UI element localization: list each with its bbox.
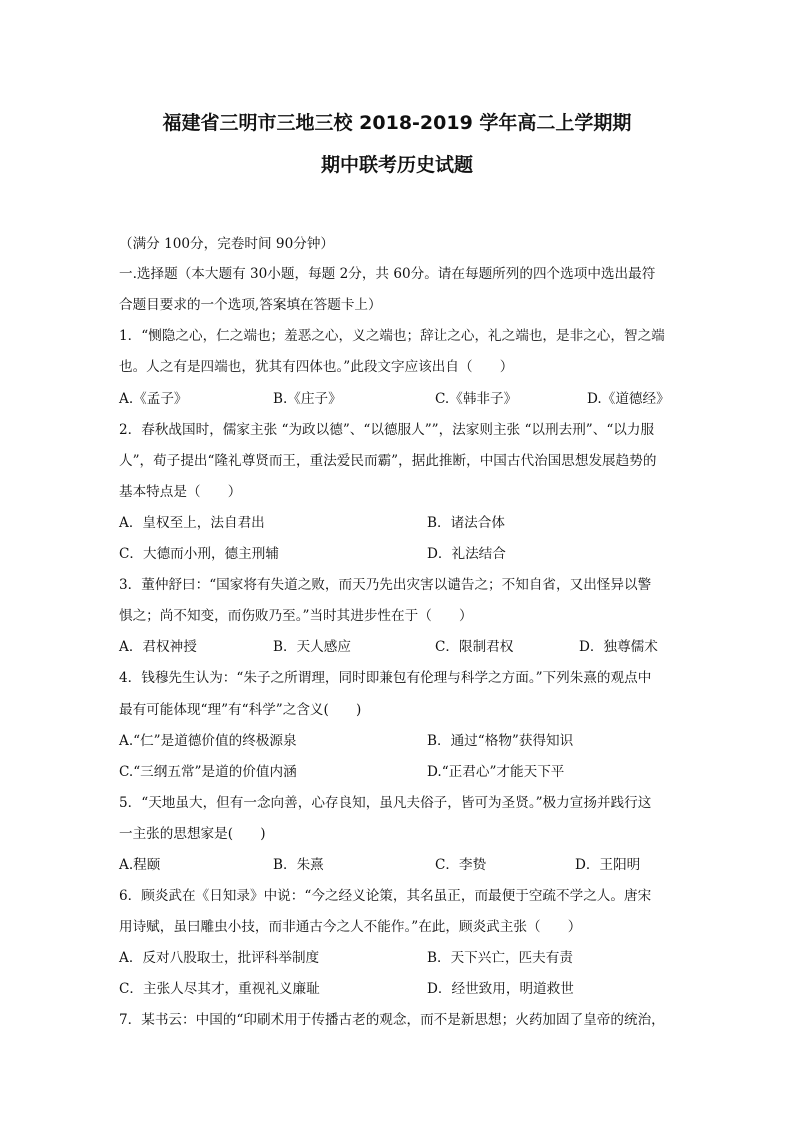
option-a: A.《孟子》 bbox=[119, 391, 188, 407]
option-a: A.程颐 bbox=[119, 857, 161, 873]
option-d: D．王阳明 bbox=[575, 857, 641, 873]
option-c: C．限制君权 bbox=[435, 639, 514, 655]
question-text: 1．“恻隐之心，仁之端也；羞恶之心，义之端也；辞让之心，礼之端也，是非之心，智之端 bbox=[119, 328, 665, 344]
question-text: 用诗赋，虽曰雕虫小技，而非通古今之人不能作。”在此，顾炎武主张（ ） bbox=[119, 919, 582, 935]
question-text: 7．某书云：中国的“印刷术用于传播古老的观念，而不是新思想；火药加固了皇帝的统治， bbox=[119, 1012, 665, 1028]
option-b: B．诸法合体 bbox=[427, 515, 505, 531]
question-text: 一主张的思想家是( ) bbox=[119, 826, 266, 842]
option-b: B.《庄子》 bbox=[273, 391, 342, 407]
section-line-1: 一.选择题（本大题有 30小题，每题 2分，共 60分。请在每题所列的四个选项中选出最符 bbox=[119, 266, 656, 282]
option-d: D.《道德经》 bbox=[587, 391, 670, 407]
option-d: D．独尊儒术 bbox=[579, 639, 658, 655]
option-b: B．天人感应 bbox=[273, 639, 351, 655]
option-c: C.“三纲五常”是道的价值内涵 bbox=[119, 764, 297, 780]
option-d: D．经世致用，明道救世 bbox=[427, 981, 574, 997]
question-text: 2．春秋战国时，儒家主张 “为政以德”、“以德服人””，法家则主张 “以刑去刑”、“以力服 bbox=[119, 422, 655, 438]
option-a: A.“仁”是道德价值的终极源泉 bbox=[119, 733, 297, 749]
option-a: A．君权神授 bbox=[119, 639, 197, 655]
question-text: 最有可能体现“理”有“科学”之含义( ) bbox=[119, 702, 362, 718]
question-text: 3．董仲舒曰：“国家将有失道之败，而天乃先出灾害以谴告之；不知自省，又出怪异以警 bbox=[119, 577, 652, 593]
option-a: A．反对八股取士，批评科举制度 bbox=[119, 950, 320, 966]
question-text: 惧之；尚不知变，而伤败乃至。”当时其进步性在于（ ） bbox=[119, 608, 473, 624]
option-b: B．天下兴亡，匹夫有责 bbox=[427, 950, 573, 966]
option-d: D．礼法结合 bbox=[427, 546, 506, 562]
option-b: B．通过“格物”获得知识 bbox=[427, 733, 574, 749]
option-c: C.《韩非子》 bbox=[435, 391, 518, 407]
option-b: B．朱熹 bbox=[273, 857, 324, 873]
section-line-2: 合题目要求的一个选项,答案填在答题卡上） bbox=[119, 297, 382, 313]
option-d: D.“正君心”才能天下平 bbox=[427, 764, 565, 780]
title-line-2: 期中联考历史试题 bbox=[320, 154, 473, 176]
title-line-1: 福建省三明市三地三校 2018-2019 学年高二上学期期 bbox=[162, 112, 632, 134]
option-c: C．主张人尽其才，重视礼义廉耻 bbox=[119, 981, 320, 997]
option-c: C．大德而小刑，德主刑辅 bbox=[119, 546, 279, 562]
exam-meta: （满分 100分，完卷时间 90分钟） bbox=[119, 236, 335, 252]
question-text: 5．“天地虽大，但有一念向善，心存良知，虽凡夫俗子，皆可为圣贤。”极力宣扬并践行这 bbox=[119, 795, 652, 811]
question-text: 6．顾炎武在《日知录》中说：“今之经义论策，其名虽正，而最便于空疏不学之人。唐宋 bbox=[119, 888, 652, 904]
option-c: C．李贽 bbox=[435, 857, 487, 873]
question-text: 人”，荀子提出“隆礼尊贤而王，重法爱民而霸”，据此推断，中国古代治国思想发展趋势的 bbox=[119, 453, 657, 469]
question-text: 4．钱穆先生认为：“朱子之所谓理，同时即兼包有伦理与科学之方面。”下列朱熹的观点中 bbox=[119, 670, 652, 686]
question-text: 也。人之有是四端也，犹其有四体也。”此段文字应该出自（ ） bbox=[119, 359, 514, 375]
question-text: 基本特点是（ ） bbox=[119, 484, 242, 500]
option-a: A．皇权至上，法自君出 bbox=[119, 515, 265, 531]
